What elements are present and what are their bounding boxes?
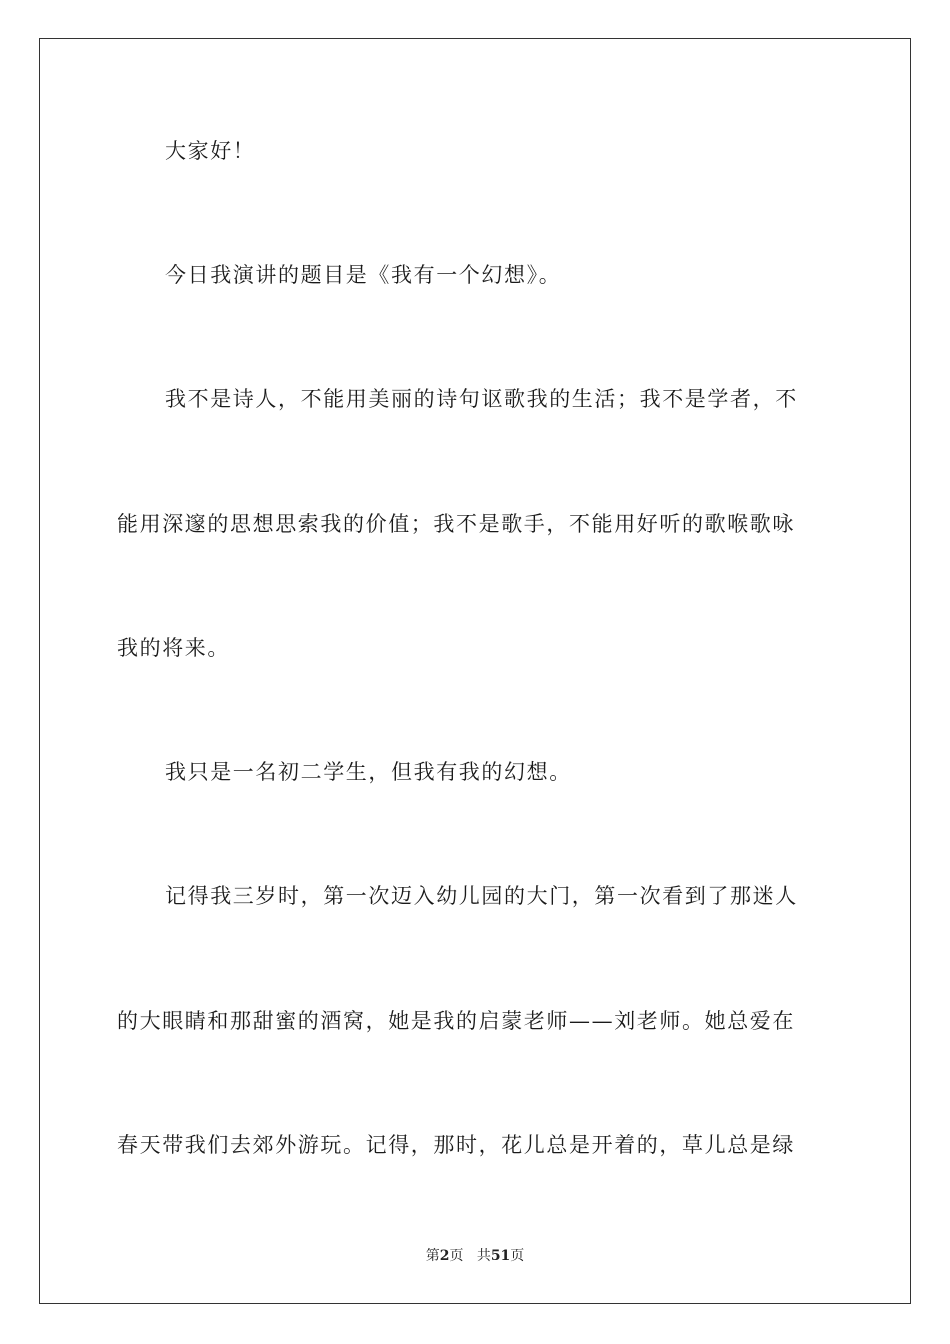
paragraph-line: 能用深邃的思想思索我的价值；我不是歌手，不能用好听的歌喉歌咏 — [117, 512, 795, 536]
paragraph-line: 春天带我们去郊外游玩。记得，那时，花儿总是开着的，草儿总是绿 — [117, 1133, 795, 1157]
paragraph-line: 我只是一名初二学生，但我有我的幻想。 — [165, 760, 572, 784]
total-pages-number: 51 — [490, 1248, 511, 1264]
greeting-line: 大家好！ — [165, 139, 256, 163]
paragraph-line: 我的将来。 — [117, 636, 230, 660]
footer-total-prefix: 共 — [476, 1248, 491, 1264]
paragraph-line: 我不是诗人，不能用美丽的诗句讴歌我的生活；我不是学者，不 — [165, 387, 798, 411]
paragraph-line: 记得我三岁时，第一次迈入幼儿园的大门，第一次看到了那迷人 — [165, 884, 798, 908]
speech-title-line: 今日我演讲的题目是《我有一个幻想》。 — [165, 263, 562, 287]
footer-prefix: 第 — [425, 1248, 440, 1264]
page-border — [39, 38, 911, 1304]
paragraph-line: 的大眼睛和那甜蜜的酒窝，她是我的启蒙老师——刘老师。她总爱在 — [117, 1009, 795, 1033]
page-footer — [0, 1247, 950, 1265]
footer-page-suffix: 页 — [449, 1248, 464, 1264]
footer-total-suffix: 页 — [510, 1248, 525, 1264]
current-page-number: 2 — [439, 1248, 450, 1264]
